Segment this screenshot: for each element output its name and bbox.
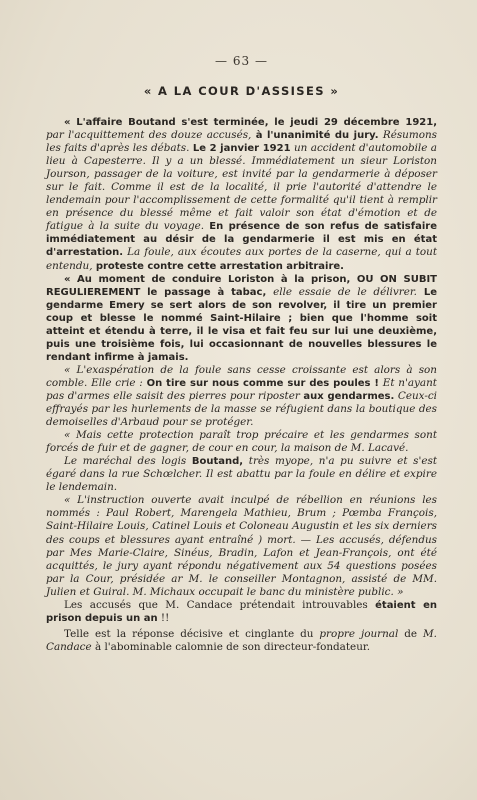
- text-run: « Mais cette protection paraît trop précaire et les gendarmes sont forcés de fuir et de gagner, de cour en cour, la maison de M. Lacavé.: [46, 429, 437, 455]
- text-run: « L'exaspération de la foule sans cesse croissante est alors à son comble. Elle crie :: [46, 363, 437, 389]
- text-run: aux gendarmes.: [303, 390, 395, 402]
- text-run: étaient en prison depuis un an: [46, 599, 437, 624]
- text-run: « L'affaire Boutand s'est terminée, le: [64, 117, 291, 128]
- text-run: Le gendarme Emery se sert alors de son revolver, il tire un premier coup et blesse le nommé Saint-Hilaire ; bien que l'homme soit atteint et étendu à terre, il le visa et fait feu sur lui une deuxième, puis une troisième fois, lui occasionnant de nouvelles blessures le rendant infirme à jamais.: [46, 286, 437, 363]
- text-run: Les accusés que M. Candace prétendait introuvables: [64, 598, 376, 611]
- text-run: Résumons les faits d'après les débats.: [46, 129, 438, 155]
- text-run: « L'instruction ouverte avait inculpé de rébellion en réunions les nommés : Paul Robert, Marengela Mathieu, Brum ; Pœmba François, Saint-Hilaire Louis, Catinel Louis et Coloneau Augustin et les six derniers des coups et blessures ayant entraîné ) mort. — Les accusés, défendus par Mes Marie-Claire, Sinéus, Bradin, Lafon et Jean-François, ont été acquittés, le jury ayant répondu négativement aux 54 questions posées par la Cour, présidée ar M. le conseiller Montagnon, assisté de MM. Julien et Guiral. M. Michaux occupait le banc du ministère public. »: [46, 494, 437, 598]
- text-run: par l'acquittement des douze accusés,: [46, 129, 256, 142]
- text-run: Boutand,: [191, 456, 244, 468]
- text-run: En présence de son refus de satisfaire immédiatement au désir de la gendarmerie il est mis en état d'arrestation.: [46, 221, 437, 259]
- page-number: — 63 —: [215, 54, 268, 68]
- text-run: La foule, aux écoutes aux portes de la caserne, qui a tout entendu,: [46, 246, 437, 272]
- text-run: jeudi 29 décembre 1921,: [290, 117, 437, 128]
- paragraph: [46, 599, 437, 625]
- paragraph: [46, 628, 437, 654]
- text-run: « Au moment de conduire Loriston à la prison, OU ON SUBIT REGULIEREMENT le passage à tabac,: [46, 273, 437, 298]
- text-run: Ceux-ci effrayés par les hurlements de la masse se réfugient dans la boutique des demoiselles d'Arbaud pour se protéger.: [46, 389, 437, 429]
- paragraph: [46, 494, 437, 598]
- text-run: !!: [157, 611, 170, 624]
- text-run: Le maréchal des logis: [64, 455, 192, 468]
- text-run: Telle est la réponse décisive et cinglante du: [64, 627, 320, 640]
- section-title: « A LA COUR D'ASSISES »: [143, 84, 340, 98]
- paragraph: [46, 364, 437, 429]
- text-run: de: [398, 627, 424, 640]
- text-run: à l'unanimité du jury.: [255, 130, 379, 142]
- text-run: très myope, n'a pu suivre et s'est égaré dans la rue Schœlcher. Il est abattu par la foule en délire et expire le lendemain.: [46, 455, 437, 494]
- text-run: un accident d'automobile a lieu à Capesterre. Il y a un blessé. Immédiatement un sieur Loriston Jourson, passager de la voiture, est invité par la gendarmerie à déposer sur le fait. Comme il est de la localité, il prie l'autorité d'attendre le lendemain pour l'accomplissement de cette formalité qu'il tient à remplir en présence du blessé même et fait valoir son état d'émotion et de fatigue à la suite du voyage.: [46, 142, 438, 233]
- paragraph: [46, 455, 437, 494]
- text-run: proteste contre cette arrestation arbitraire.: [95, 260, 344, 272]
- text-run: Le 2 janvier 1921: [192, 143, 291, 155]
- paragraph: [46, 429, 437, 455]
- text-run: à l'abominable calomnie de son directeur-fondateur.: [91, 640, 371, 653]
- article-body: [46, 116, 437, 654]
- paragraph: [46, 116, 437, 273]
- text-run: On tire sur nous comme sur des poules !: [146, 377, 379, 389]
- text-run: Et n'ayant pas d'armes elle saisit des pierres pour riposter: [46, 376, 437, 402]
- text-run: propre journal: [319, 627, 399, 640]
- text-run: M. Candace: [46, 627, 437, 653]
- paragraph: [46, 273, 437, 364]
- text-run: elle essaie de le délivrer.: [273, 285, 417, 298]
